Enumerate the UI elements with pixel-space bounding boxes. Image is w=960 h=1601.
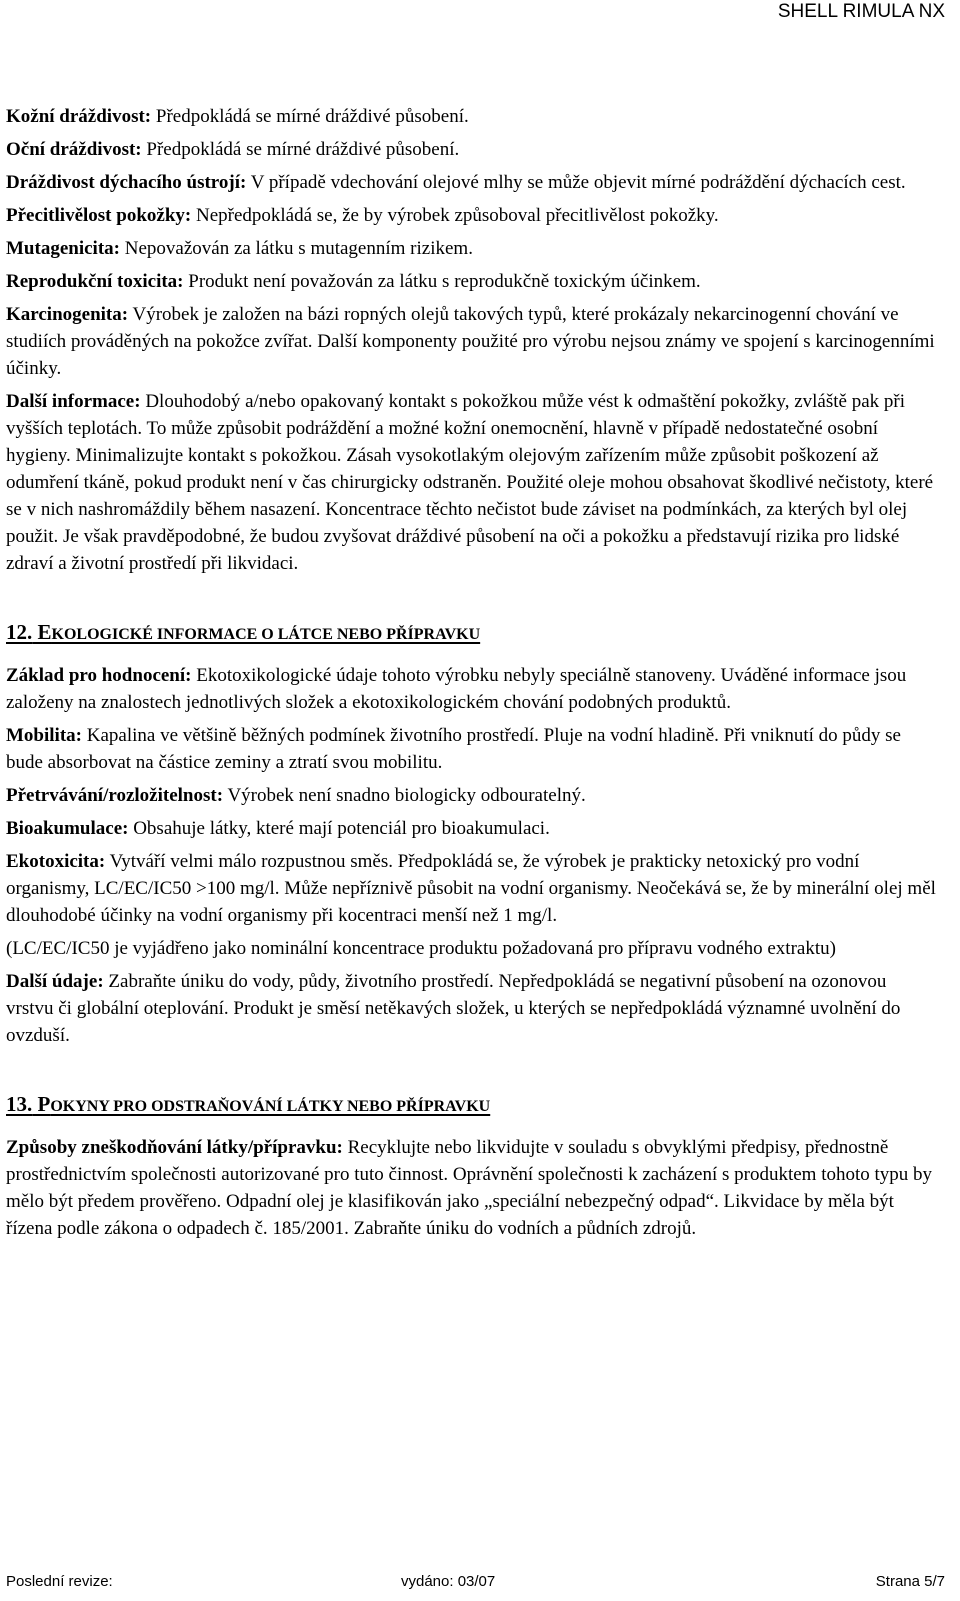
- paragraph-disposal-methods: [6, 1134, 936, 1242]
- section-number: 12.: [6, 620, 33, 644]
- paragraph-label: Kožní dráždivost:: [6, 106, 152, 127]
- paragraph-reproductive-toxicity: [6, 268, 936, 295]
- paragraph-label: Přecitlivělost pokožky:: [6, 205, 192, 226]
- paragraph-label: Oční dráždivost:: [6, 139, 142, 160]
- paragraph-assessment-basis: [6, 662, 936, 716]
- paragraph-text: Ekotoxikologické údaje tohoto výrobku nebyly speciálně stanoveny. Uváděné informace jsou založeny na znalostech jednotlivých složek a ekotoxikologickém chování podobných produktů.: [6, 665, 907, 713]
- paragraph-skin-sensitization: [6, 202, 936, 229]
- paragraph-text: Předpokládá se mírné dráždivé působení.: [151, 106, 469, 127]
- section-title-rest: KOLOGICKÉ INFORMACE O LÁTCE NEBO PŘÍPRAVKU: [51, 626, 481, 643]
- paragraph-skin-irritation: [6, 103, 936, 130]
- paragraph-label: Reprodukční toxicita:: [6, 271, 184, 292]
- paragraph-label: Dráždivost dýchacího ústrojí:: [6, 172, 247, 193]
- paragraph-label: Mutagenicita:: [6, 238, 120, 259]
- footer-issue-date: vydáno: 03/07: [401, 1573, 496, 1590]
- paragraph-eye-irritation: [6, 136, 936, 163]
- paragraph-mutagenicity: [6, 235, 936, 262]
- section-number: 13.: [6, 1092, 33, 1116]
- paragraph-label: Mobilita:: [6, 725, 82, 746]
- paragraph-text: V případě vdechování olejové mlhy se může objevit mírné podráždění dýchacích cest.: [246, 172, 906, 193]
- footer-last-revision: Poslední revize:: [6, 1573, 113, 1590]
- document-header-title: SHELL RIMULA NX: [777, 1, 945, 22]
- paragraph-text: Výrobek je založen na bázi ropných olejů takových typů, které prokázaly nekarcinogenní chování ve studiích prováděných na pokožce zvířat. Další komponenty použité pro výrobu nejsou známy ve spojení s karcinogenními účinky.: [6, 304, 935, 379]
- paragraph-mobility: [6, 722, 936, 776]
- paragraph-text: Kapalina ve většině běžných podmínek životního prostředí. Pluje na vodní hladině. Při vniknutí do půdy se bude absorbovat na částice zeminy a ztratí svou mobilitu.: [6, 725, 901, 773]
- paragraph-text: Předpokládá se mírné dráždivé působení.: [141, 139, 460, 160]
- paragraph-text: Vytváří velmi málo rozpustnou směs. Předpokládá se, že výrobek je prakticky netoxický pro vodní organismy, LC/EC/IC50 >100 mg/l. Může nepříznivě působit na vodní organismy. Neočekává se, že by minerální olej měl dlouhodobé účinky na vodní organismy při kocentraci menší než 1 mg/l.: [6, 851, 936, 926]
- paragraph-text: Produkt není považován za látku s reprodukčně toxickým účinkem.: [183, 271, 701, 292]
- document-body: [6, 103, 936, 1248]
- paragraph-label: Způsoby zneškodňování látky/přípravku:: [6, 1137, 343, 1158]
- paragraph-text: Nepovažován za látku s mutagenním rizikem.: [119, 238, 473, 259]
- paragraph-text: Obsahuje látky, které mají potenciál pro bioakumulaci.: [128, 818, 550, 839]
- paragraph-label: Další informace:: [6, 391, 141, 412]
- paragraph-persistence: [6, 782, 936, 809]
- paragraph-label: Přetrvávání/rozložitelnost:: [6, 785, 224, 806]
- paragraph-label: Bioakumulace:: [6, 818, 129, 839]
- paragraph-text: (LC/EC/IC50 je vyjádřeno jako nominální koncentrace produktu požadovaná pro přípravu vodného extraktu): [6, 938, 836, 959]
- paragraph-text: Nepředpokládá se, že by výrobek způsoboval přecitlivělost pokožky.: [191, 205, 719, 226]
- paragraph-text: Výrobek není snadno biologicky odbouratelný.: [223, 785, 586, 806]
- paragraph-label: Další údaje:: [6, 971, 104, 992]
- paragraph-text: Recyklujte nebo likvidujte v souladu s obvyklými předpisy, přednostně prostřednictvím společnosti autorizované pro tuto činnost. Oprávnění společnosti k zacházení s produktem tohoto typu by mělo být předem prověřeno. Odpadní olej je klasifikován jako „speciální nebezpečný odpad“. Likvidace by měla být řízena podle zákona o odpadech č. 185/2001. Zabraňte úniku do vodních a půdních zdrojů.: [6, 1137, 933, 1239]
- footer-page-number: Strana 5/7: [875, 1573, 945, 1590]
- paragraph-bioaccumulation: [6, 815, 936, 842]
- paragraph-label: Karcinogenita:: [6, 304, 129, 325]
- paragraph-label: Základ pro hodnocení:: [6, 665, 192, 686]
- paragraph-further-information: [6, 388, 936, 577]
- paragraph-text: Zabraňte úniku do vody, půdy, životního prostředí. Nepředpokládá se negativní působení na ozonovou vrstvu či globální oteplování. Produkt je směsí netěkavých složek, u kterých se nepředpokládá významné uvolnění do ovzduší.: [6, 971, 901, 1046]
- paragraph-respiratory-irritation: [6, 169, 936, 196]
- paragraph-other-data: [6, 968, 936, 1049]
- section-title-rest: OKYNY PRO ODSTRAŇOVÁNÍ LÁTKY NEBO PŘÍPRAVKU: [50, 1098, 491, 1115]
- paragraph-carcinogenicity: [6, 301, 936, 382]
- paragraph-text: Dlouhodobý a/nebo opakovaný kontakt s pokožkou může vést k odmaštění pokožky, zvláště pak při vyšších teplotách. To může způsobit podráždění a možné kožní onemocnění, hlavně v případě nedostatečné osobní hygieny. Minimalizujte kontakt s pokožkou. Zásah vysokotlakým olejovým zařízením může způsobit poškození až odumření tkáně, pokud produkt není v čas chirurgicky odstraněn. Použité oleje mohou obsahovat škodlivé nečistoty, které se v nich nashromáždily během nasazení. Koncentrace těchto nečistot bude záviset na podmínkách, za kterých byl olej použit. Je však pravděpodobné, že budou zvyšovat dráždivé působení na oči a pokožku a představují rizika pro lidské zdraví a životní prostředí při likvidaci.: [6, 391, 934, 574]
- paragraph-label: Ekotoxicita:: [6, 851, 106, 872]
- paragraph-lc50-note: [6, 935, 936, 962]
- section-12-heading: [6, 619, 936, 648]
- section-title-initial: P: [37, 1092, 51, 1116]
- paragraph-ecotoxicity: [6, 848, 936, 929]
- section-title-initial: E: [37, 620, 52, 644]
- section-13-heading: [6, 1091, 936, 1120]
